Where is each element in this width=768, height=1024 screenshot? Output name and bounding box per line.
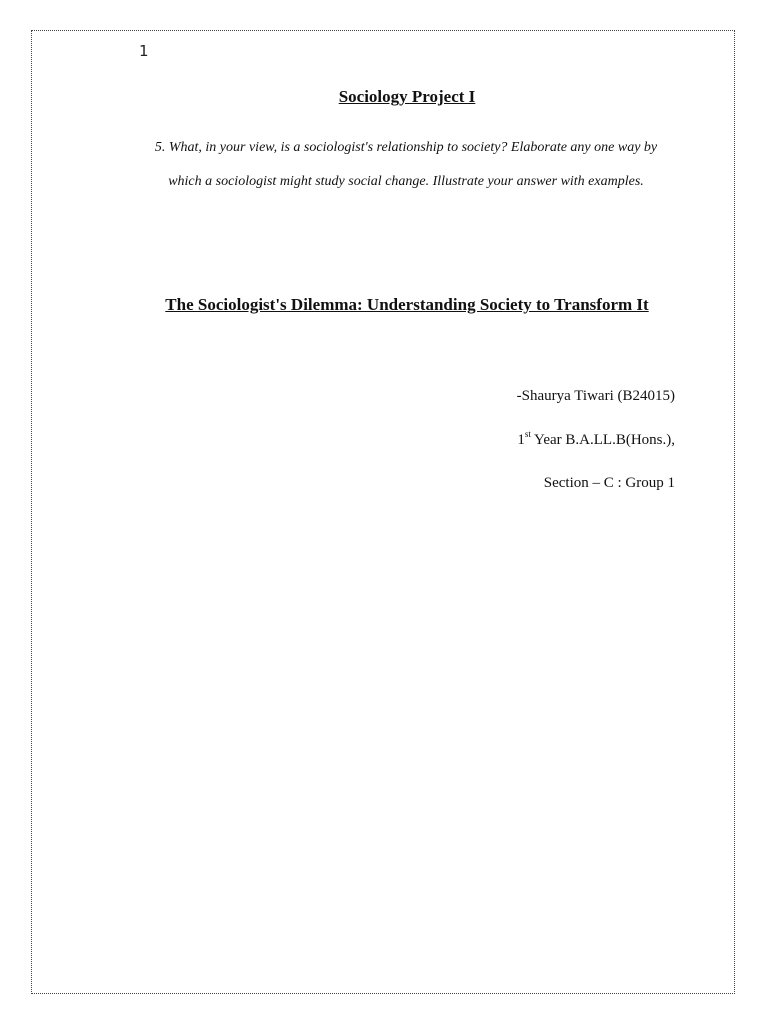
year-superscript: st — [524, 428, 531, 439]
author-block — [517, 386, 675, 517]
year-number: 1 — [517, 431, 525, 448]
page-number: 1 — [139, 42, 149, 60]
author-year — [517, 430, 675, 474]
author-name: -Shaurya Tiwari (B24015) — [516, 388, 675, 404]
essay-heading: The Sociologist's Dilemma: Understanding Society to Transform It — [165, 295, 649, 314]
year-program: Year B.A.LL.B(Hons.), — [530, 431, 675, 448]
document-title: Sociology Project I — [338, 87, 476, 106]
author-section: Section – C : Group 1 — [543, 475, 675, 491]
question-text: 5. What, in your view, is a sociologist's relationship to society? Elaborate any one way by which a sociologist might study social change. Illustrate your answer with examples. — [154, 140, 658, 189]
